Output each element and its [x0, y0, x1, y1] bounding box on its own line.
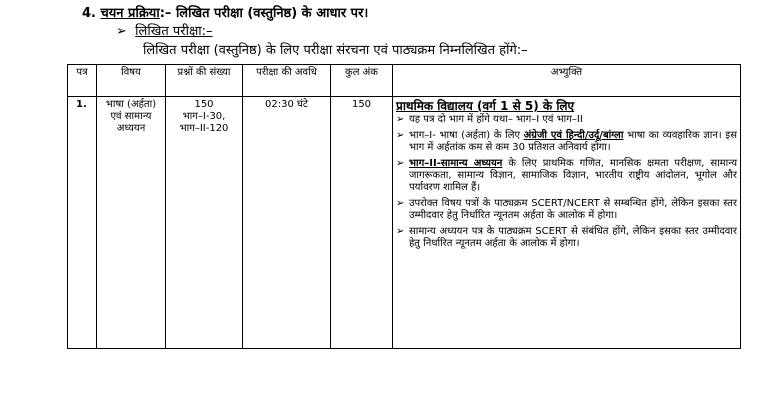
intro-text: लिखित परीक्षा (वस्तुनिष्ठ) के लिए परीक्षा संरचना एवं पाठ्यक्रम निम्नलिखित होंगे:– [143, 43, 528, 58]
sub-heading [116, 21, 213, 39]
header-subject: विषय [97, 65, 166, 97]
cell-total-marks: 150 [331, 97, 393, 349]
list-item [396, 158, 737, 194]
section-heading [82, 3, 368, 21]
questions-total: 150 [194, 99, 214, 110]
cell-questions [166, 97, 243, 349]
header-remarks: अभ्युक्ति [393, 65, 741, 97]
cell-remarks [393, 97, 741, 349]
remark2-rest: भाषा का व्यवहारिक ज्ञान। इस भाग में अर्हतांक कम से कम 30 प्रतिशत अनिवार्य होगा। [409, 130, 737, 153]
list-item: ➢ सामान्य अध्ययन पत्र के पाठ्यक्रम SCERT से संबंधित होंगे, लेकिन इसका स्तर उम्मीदवार हेतु निर्धारित न्यूनतम अर्हता के आलोक में होगा। [396, 226, 737, 250]
remarks-heading: प्राथमिक विद्यालय (वर्ग 1 से 5) के लिए [396, 99, 575, 113]
exam-structure-table [67, 64, 741, 349]
questions-part1: भाग–I-30, [182, 111, 226, 122]
remark3-part-label: भाग–II-सामान्य अध्ययन [409, 158, 503, 169]
list-item: ➢ उपरोक्त विषय पत्रों के पाठ्यक्रम SCERT/NCERT से सम्बन्धित होंगे, लेकिन इसका स्तर उम्मीदवार हेतु निर्धारित न्यूनतम अर्हता के आलोक में होगा। [396, 198, 737, 222]
arrow-bullet-icon: ➢ [116, 24, 127, 39]
cell-subject: भाषा (अर्हता) एवं सामान्य अध्ययन [97, 97, 166, 349]
header-total-marks: कुल अंक [331, 65, 393, 97]
remark3-rest: के लिए प्राथमिक गणित, मानसिक क्षमता परीक्षण, सामान्य जागरूकता, सामान्य विज्ञान, सामाजिक विज्ञान, भारतीय राष्ट्रीय आंदोलन, भूगोल और पर्यावरण शामिल हैं। [409, 158, 737, 193]
header-paper: पत्र [68, 65, 97, 97]
questions-part2: भाग–II-120 [179, 123, 229, 134]
cell-duration: 02:30 घंटे [243, 97, 331, 349]
list-item [396, 130, 737, 154]
table-header-row [68, 65, 741, 97]
section-title: चयन प्रक्रिया [100, 6, 160, 21]
header-questions: प्रश्नों की संख्या [166, 65, 243, 97]
remark2-languages: अंग्रेजी एवं हिन्दी/उर्दू/बांग्ला [523, 130, 624, 141]
cell-paper: 1. [68, 97, 97, 349]
header-duration: परीक्षा की अवधि [243, 65, 331, 97]
section-rest: :– लिखित परीक्षा (वस्तुनिष्ठ) के आधार पर। [159, 6, 369, 21]
list-item: ➢ यह पत्र दो भाग में होंगे यथा– भाग–I एवं भाग–II [396, 114, 737, 126]
sub-heading-label: लिखित परीक्षा:– [135, 24, 213, 39]
remarks-list [396, 114, 737, 250]
table-row [68, 97, 741, 349]
section-number: 4. [82, 6, 96, 21]
remark2-text: भाग–I- भाषा (अर्हता) के लिए [409, 130, 524, 141]
